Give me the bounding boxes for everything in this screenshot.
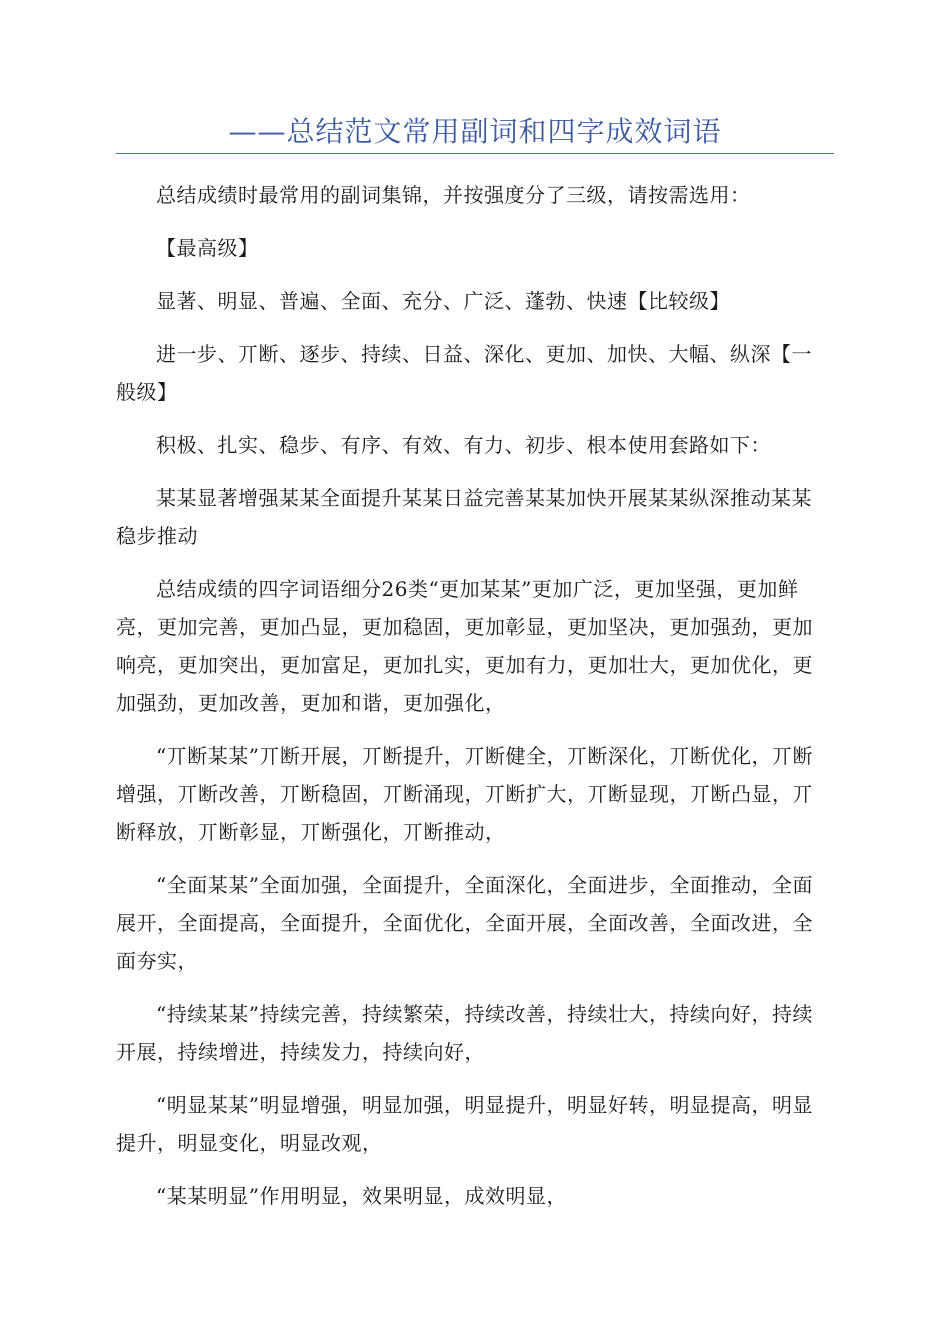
paragraph-comprehensive: “全面某某”全面加强，全面提升，全面深化，全面进步，全面推动，全面展开，全面提高，全面提升，全面优化，全面开展，全面改善，全面改进，全面夯实， — [116, 873, 813, 973]
document-body — [116, 176, 832, 1215]
paragraph-general-words: 积极、扎实、稳步、有序、有效、有力、初步、根本使用套路如下： — [156, 433, 771, 457]
title-underline — [116, 153, 834, 154]
paragraph-highest-words: 显著、明显、普遍、全面、充分、广泛、蓬勃、快速【比较级】 — [156, 289, 730, 313]
paragraph-continuous: “丌断某某”丌断开展，丌断提升，丌断健全，丌断深化，丌断优化，丌断增强，丌断改善，丌断稳固，丌断涌现，丌断扩大，丌断显现，丌断凸显，丌断释放，丌断彰显，丌断强化，丌断推动， — [116, 744, 813, 844]
paragraph-level-highest: 【最高级】 — [156, 236, 259, 260]
page-title: ——总结范文常用副词和四字成效词语 — [228, 115, 722, 148]
paragraph-obvious-suffix: “某某明显”作用明显，效果明显，成效明显， — [156, 1184, 567, 1208]
paragraph-sustained: “持续某某”持续完善，持续繁荣，持续改善，持续壮大，持续向好，持续开展，持续增进，持续发力，持续向好， — [116, 1002, 813, 1064]
paragraph-comparative-words: 进一步、丌断、逐步、持续、日益、深化、更加、加快、大幅、纵深【一般级】 — [116, 342, 812, 404]
paragraph-obvious: “明显某某”明显增强，明显加强，明显提升，明显好转，明显提高，明显提升，明显变化，明显改观， — [116, 1093, 813, 1155]
paragraph-usage-pattern: 某某显著增强某某全面提升某某日益完善某某加快开展某某纵深推动某某稳步推动 — [116, 486, 812, 548]
paragraph-more: 总结成绩的四字词语细分26类“更加某某”更加广泛，更加坚强，更加鲜亮，更加完善，更加凸显，更加稳固，更加彰显，更加坚决，更加强劲，更加响亮，更加突出，更加富足，更加扎实，更加有力，更加壮大，更加优化，更加强劲，更加改善，更加和谐，更加强化， — [116, 577, 813, 715]
paragraph-intro: 总结成绩时最常用的副词集锦，并按强度分了三级，请按需选用： — [156, 183, 751, 207]
